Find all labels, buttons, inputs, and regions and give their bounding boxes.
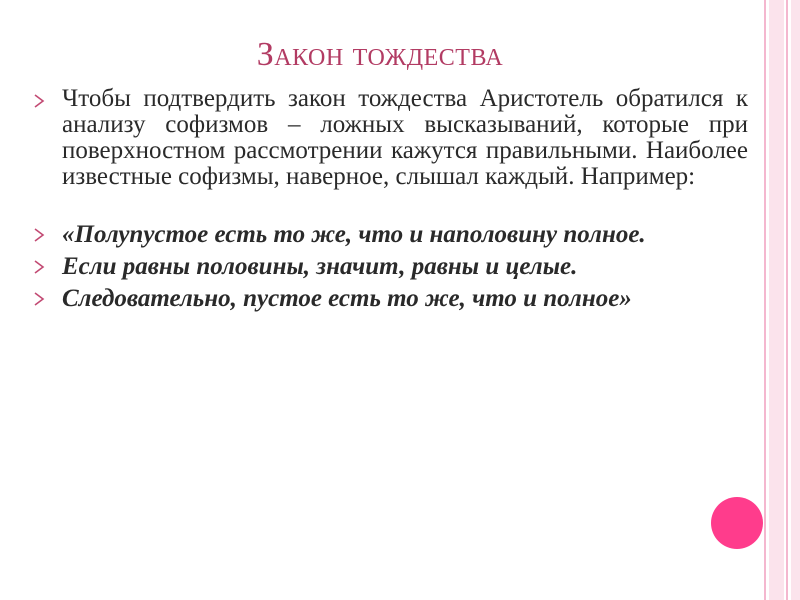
bullet-text: Если равны половины, значит, равны и целые. <box>62 253 578 280</box>
bullet-text: «Полупустое есть то же, что и наполовину полное. <box>62 221 646 248</box>
bullet-item <box>30 220 748 250</box>
decorative-stripe <box>764 0 766 600</box>
bullet-item <box>30 252 748 282</box>
bullet-text: Следовательно, пустое есть то же, что и полное» <box>62 285 632 312</box>
decorative-stripe <box>769 0 784 600</box>
bullet-item <box>30 86 748 190</box>
chevron-right-icon <box>32 228 46 242</box>
slide-title: Закон тождества <box>256 36 504 73</box>
chevron-right-icon <box>32 260 46 274</box>
chevron-right-icon <box>32 292 46 306</box>
bullet-text: Чтобы подтвердить закон тождества Аристотель обратился к анализу софизмов – ложных высказываний, которые при поверхностном рассмотрении кажутся правильными. Наиболее известные софизмы, наверное, слышал каждый. Например: <box>62 85 748 190</box>
chevron-right-icon <box>32 94 46 108</box>
decorative-stripe <box>786 0 788 600</box>
decorative-dot <box>711 497 763 549</box>
bullet-item <box>30 284 748 314</box>
slide-content <box>30 86 748 314</box>
decorative-stripe <box>791 0 800 600</box>
